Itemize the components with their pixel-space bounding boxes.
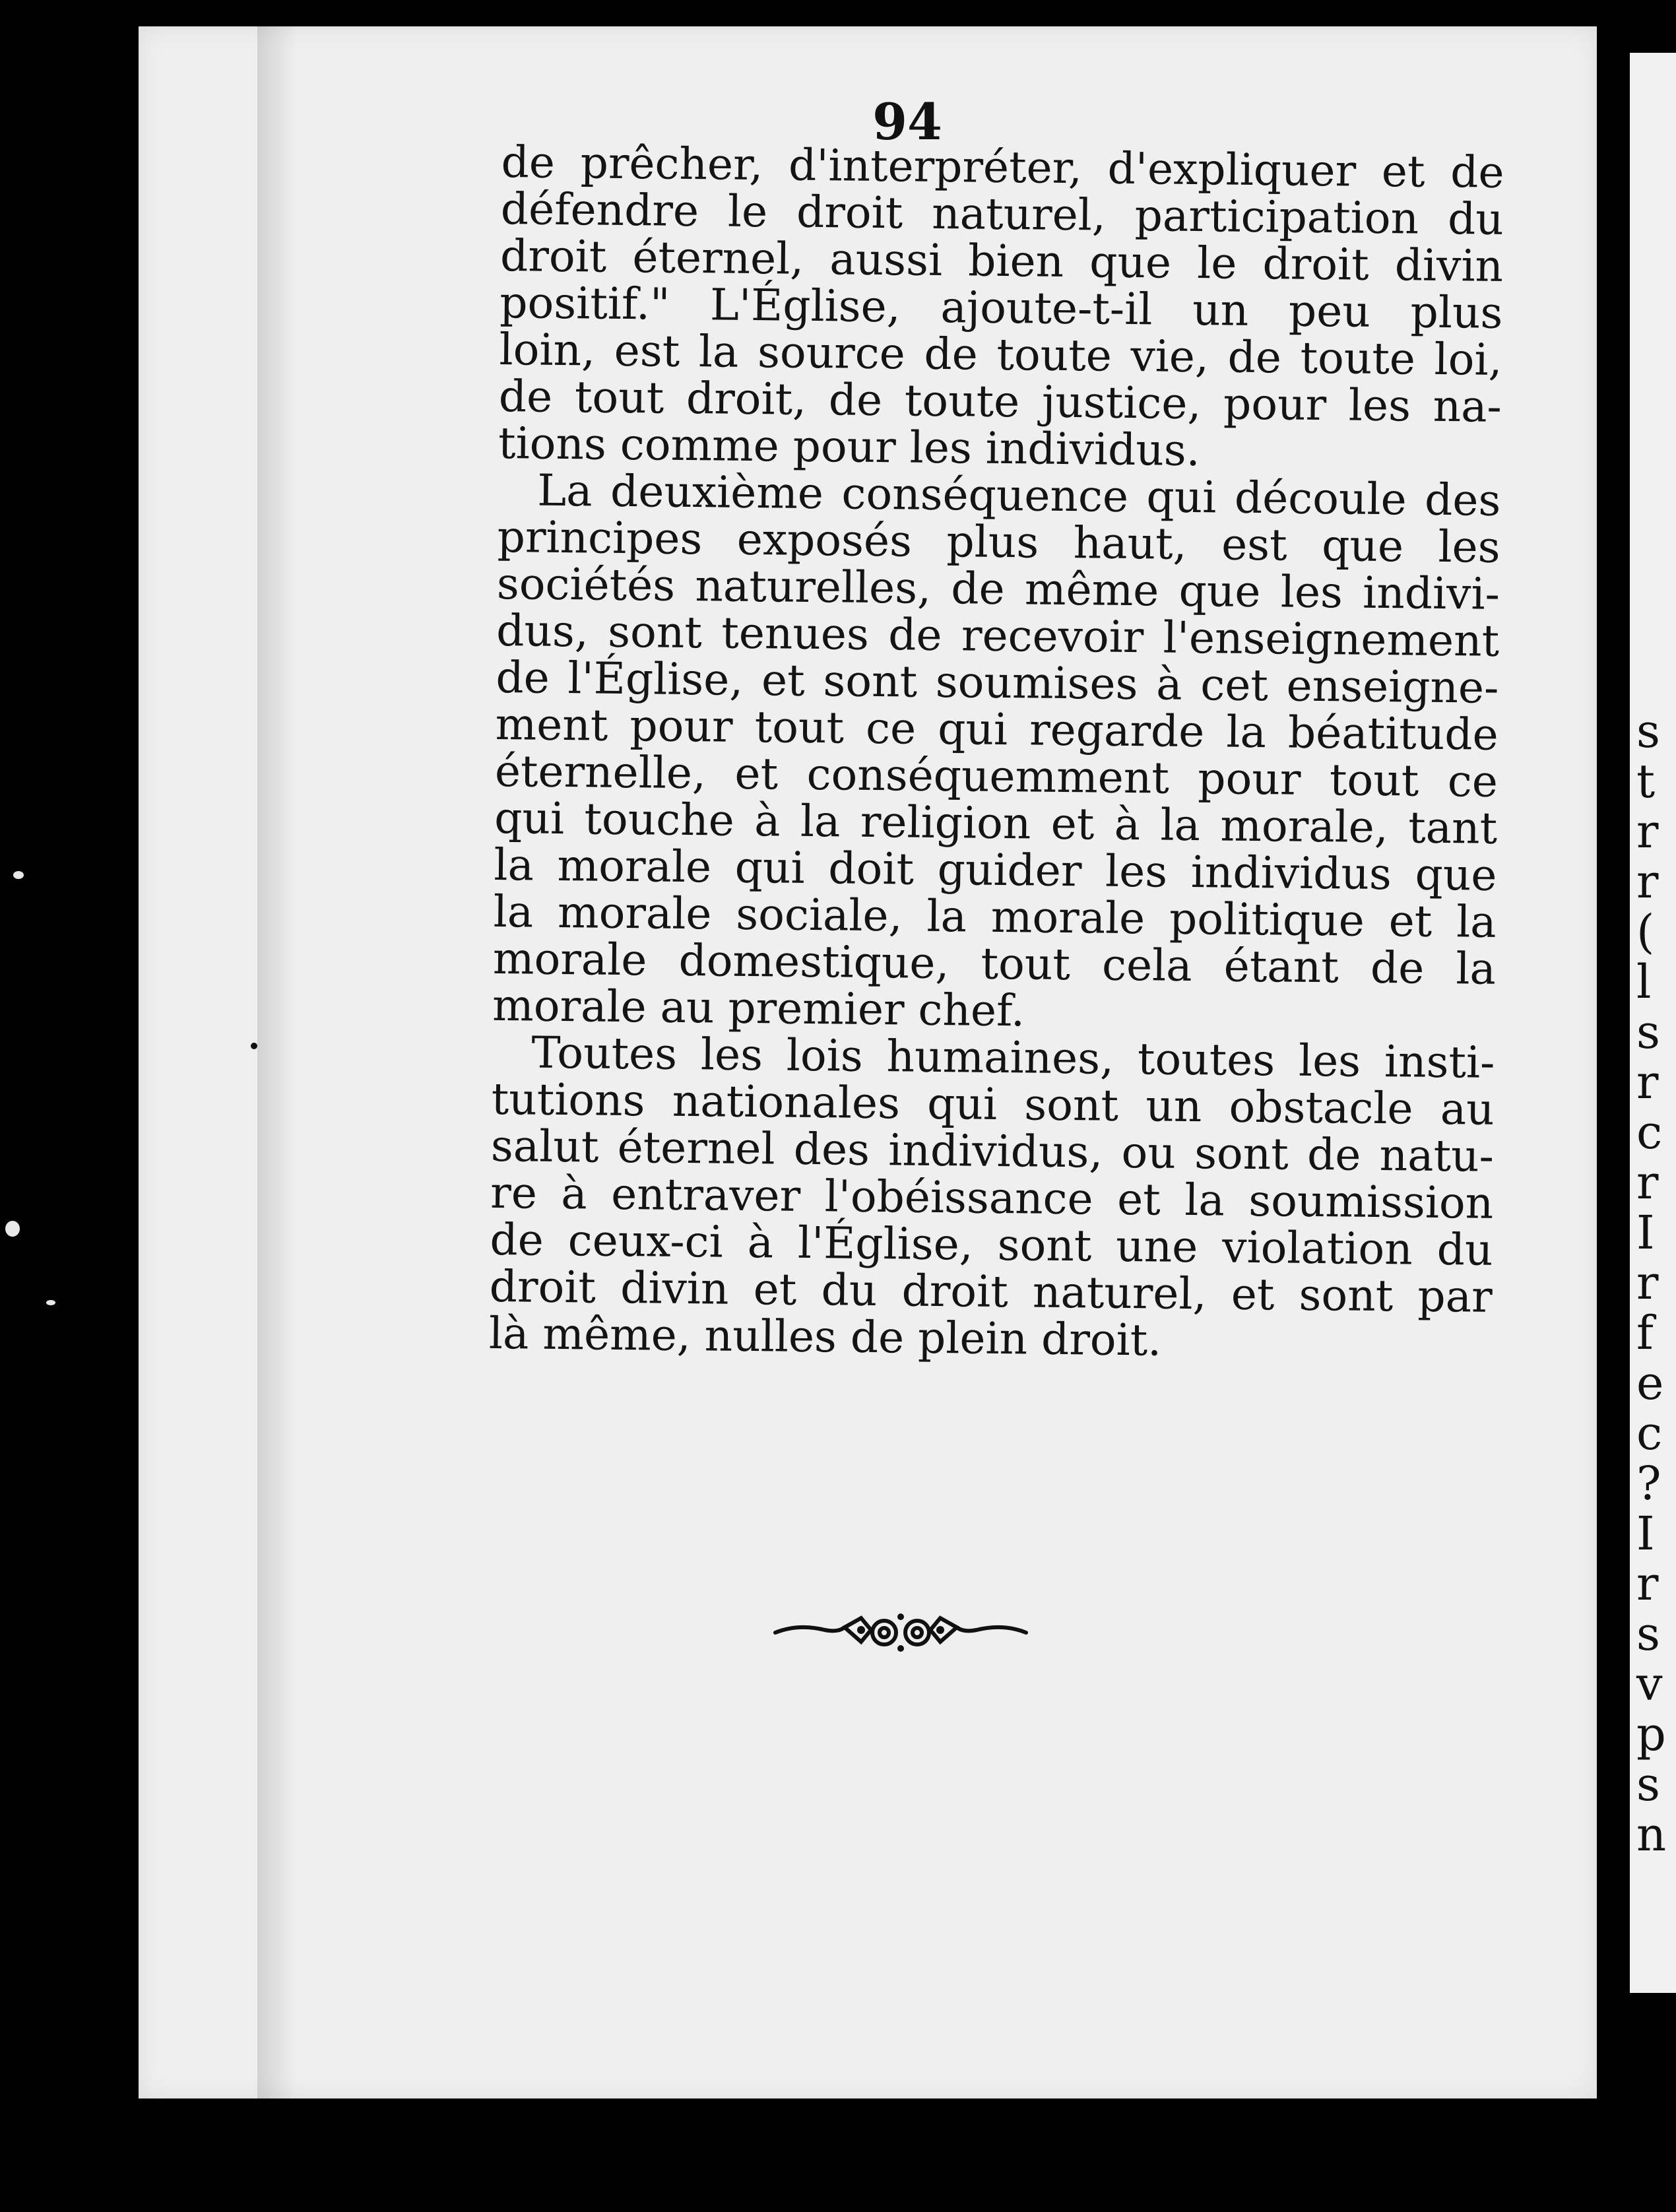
facing-page-letter: ( <box>1636 905 1655 959</box>
facing-page-letter: ? <box>1636 1456 1661 1511</box>
text-line: salut éternel des individus, ou sont de natu- <box>490 1120 1495 1182</box>
dust-speck <box>251 1043 257 1049</box>
text-line: de prêcher, d'interpréter, d'expliquer et de <box>501 137 1504 198</box>
facing-page-edge <box>1630 53 1676 1993</box>
text-line: morale domestique, tout cela étant de la <box>492 932 1497 994</box>
facing-page-letter: r <box>1636 1256 1659 1310</box>
facing-page-letter: e <box>1636 1356 1664 1410</box>
gutter-shadow <box>257 26 297 2098</box>
text-line: morale au premier chef. <box>492 979 1025 1037</box>
text-line: tions comme pour les individus. <box>498 417 1201 476</box>
text-line: ment pour tout ce qui regarde la béatitude <box>495 698 1499 760</box>
text-line: positif." L'Église, ajoute-t-il un peu plus <box>499 276 1503 339</box>
text-line: Toutes les lois humaines, toutes les insti- <box>531 1027 1495 1088</box>
text-line: dus, sont tenues de recevoir l'enseignement <box>496 604 1500 667</box>
facing-page-letters <box>1636 706 1666 1860</box>
facing-page-letter: r <box>1636 855 1659 909</box>
dust-speck <box>5 1221 20 1237</box>
facing-page-letter: s <box>1636 1757 1660 1811</box>
facing-page-letter: s <box>1636 1005 1660 1059</box>
text-line: de ceux-ci à l'Église, sont une violation du <box>490 1214 1493 1276</box>
text-line: droit divin et du droit naturel, et sont par <box>489 1260 1493 1322</box>
facing-page-letter: c <box>1636 1105 1663 1159</box>
facing-page-letter: s <box>1636 1607 1660 1661</box>
paragraph-2 <box>492 467 1501 1039</box>
text-line: qui touche à la religion et à la morale, tant <box>494 792 1498 854</box>
text-line: La deuxième conséquence qui découle des <box>537 465 1501 526</box>
facing-page-letter: v <box>1636 1657 1663 1711</box>
facing-page-letter: p <box>1636 1707 1666 1761</box>
text-line: de tout droit, de toute justice, pour les na- <box>498 370 1502 432</box>
facing-page-letter: r <box>1636 1155 1659 1210</box>
text-line: éternelle, et conséquemment pour tout ce <box>494 745 1499 807</box>
facing-page-letter: I <box>1636 1206 1655 1260</box>
facing-page-letter: n <box>1636 1807 1667 1862</box>
text-line: là même, nulles de plein droit. <box>488 1307 1162 1366</box>
text-line: loin, est la source de toute vie, de toute loi, <box>499 323 1502 385</box>
facing-page-letter: r <box>1636 1557 1659 1611</box>
text-line: re à entraver l'obéissance et la soumission <box>490 1167 1494 1229</box>
facing-page-letter: t <box>1636 754 1656 808</box>
facing-page-letter: I <box>1636 1507 1655 1561</box>
text-line: principes exposés plus haut, est que les <box>497 511 1500 573</box>
fleuron-ornament-icon <box>772 1604 1029 1656</box>
dust-speck <box>46 1300 55 1305</box>
facing-page-letter: r <box>1636 804 1659 859</box>
text-line: droit éternel, aussi bien que le droit divin <box>500 230 1504 292</box>
facing-page-letter: c <box>1636 1406 1663 1460</box>
facing-page-letter: f <box>1636 1306 1654 1360</box>
facing-page-letter: r <box>1636 1055 1659 1109</box>
text-line: sociétés naturelles, de même que les indivi- <box>496 558 1500 620</box>
paragraph-1 <box>498 139 1504 477</box>
text-line: défendre le droit naturel, participation du <box>500 183 1504 245</box>
facing-page-letter: s <box>1636 704 1660 758</box>
body-text <box>489 139 1504 1367</box>
paragraph-3 <box>489 1029 1495 1367</box>
text-line: de l'Église, et sont soumises à cet enseigne- <box>496 651 1499 713</box>
text-line: la morale sociale, la morale politique et la <box>493 886 1497 948</box>
text-line: la morale qui doit guider les individus que <box>494 839 1497 901</box>
facing-page-letter: l <box>1636 955 1652 1009</box>
page-number: 94 <box>872 92 942 151</box>
text-line: tutions nationales qui sont un obstacle au <box>491 1073 1495 1135</box>
dust-speck <box>13 871 24 879</box>
